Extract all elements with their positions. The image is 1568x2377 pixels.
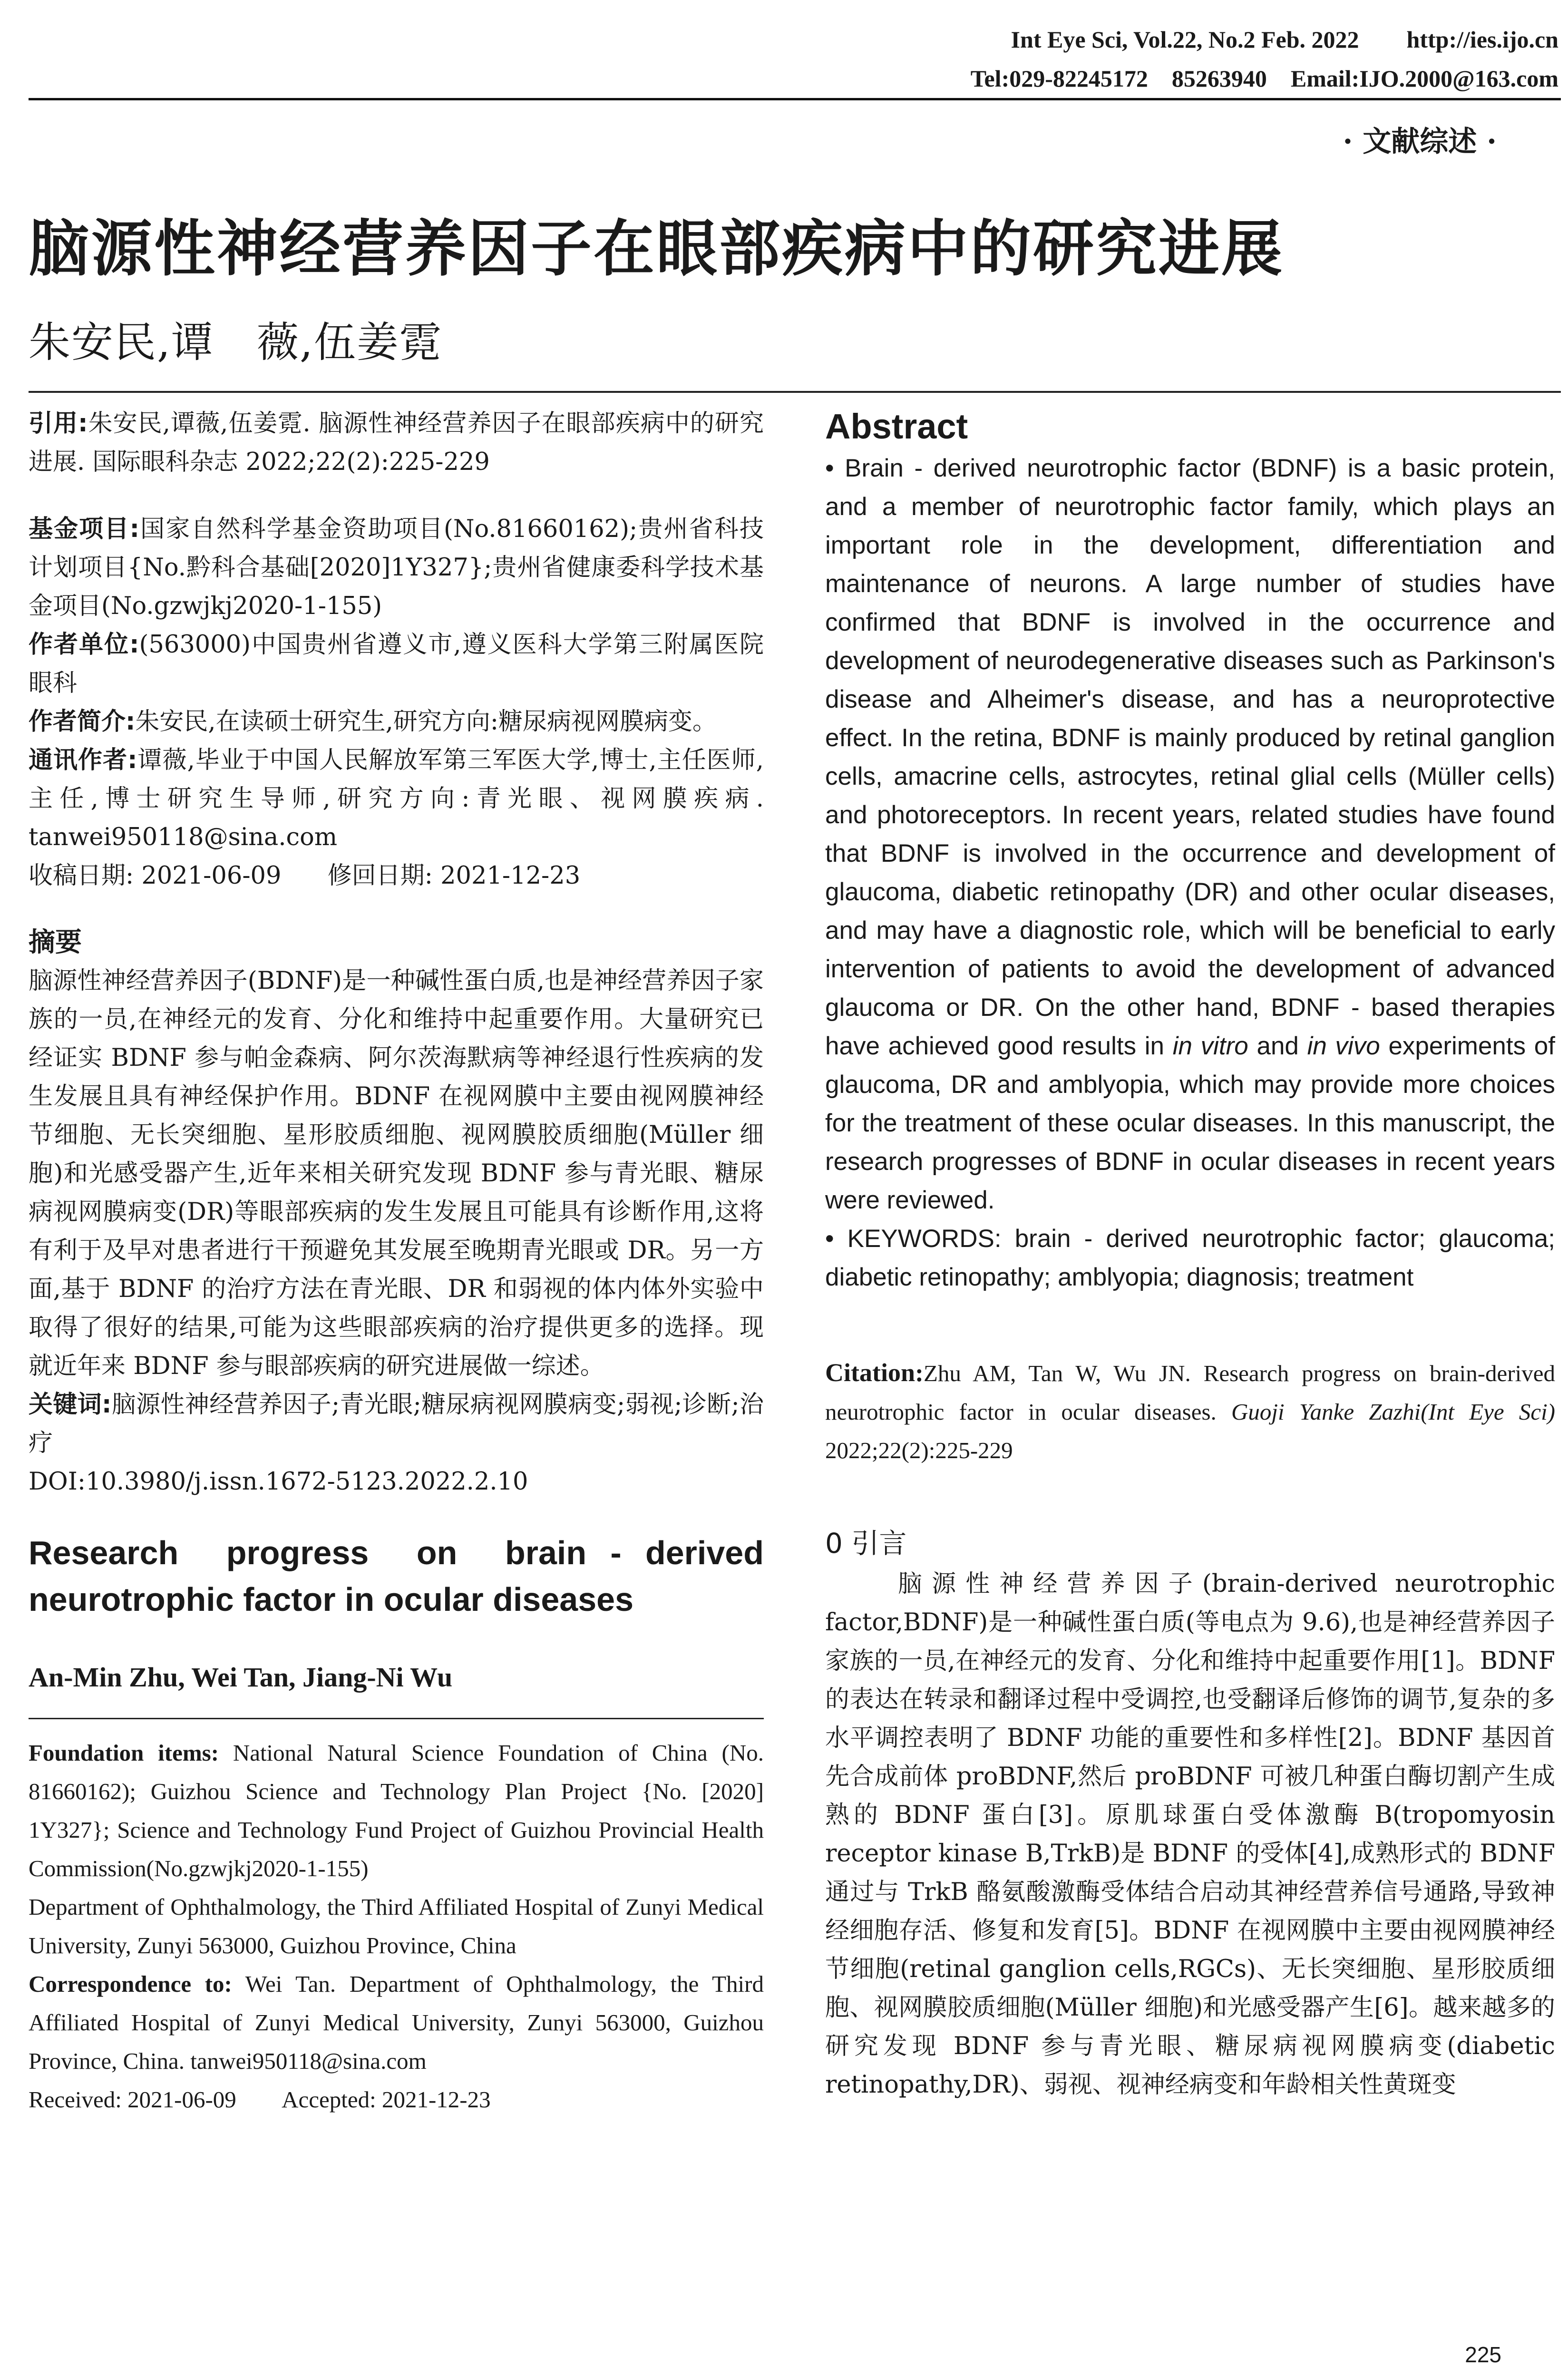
citation-text: 朱安民,谭薇,伍姜霓. 脑源性神经营养因子在眼部疾病中的研究进展. 国际眼科杂志 2022;22(2):225-229 (29, 409, 764, 476)
abstract-in-vivo: in vivo (1307, 1032, 1380, 1060)
english-title-line-1: Research progress on brain - derived (29, 1534, 764, 1571)
header-line-2: Tel:029-82245172 85263940 Email:IJO.2000@163.com (970, 65, 1558, 92)
page-number: 225 (1465, 2342, 1501, 2367)
citation-cn (29, 404, 764, 481)
keywords-text: 脑源性神经营养因子;青光眼;糖尿病视网膜病变;弱视;诊断;治疗 (29, 1391, 764, 1457)
corr-text: 谭薇,毕业于中国人民解放军第三军医大学,博士,主任医师,主任,博士研究生导师,研究方向:青光眼、视网膜疾病. tanwei950118@sina.com (29, 746, 764, 851)
received-dates: Received: 2021-06-09 Accepted: 2021-12-23 (29, 2086, 491, 2113)
dates-cn: 收稿日期: 2021-06-09 修回日期: 2021-12-23 (29, 862, 581, 890)
citation-journal: Guoji Yanke Zazhi(Int Eye Sci) (1231, 1399, 1556, 1425)
intro-text: 脑源性神经营养因子(brain-derived neurotrophic factor,BDNF)是一种碱性蛋白质(等电点为 9.6),也是神经营养因子家族的一员,在神经元的发育、分化和维持中起重要作用[1]。BDNF 的表达在转录和翻译过程中受调控,也受翻译后修饰的调节,复杂的多水平调控表明了 BDNF 功能的重要性和多样性[2]。BDNF 基因首先合成前体 proBDNF,然后 proBDNF 可被几种蛋白酶切割产生成熟的 BDNF 蛋白[3]。原肌球蛋白受体激酶 B(tropomyosin receptor kinase B,TrkB)是 BDNF 的受体[4],成熟形式的 BDNF 通过与 TrkB 酪氨酸激酶受体结合启动其神经营养信号通路,导致神经细胞存活、修复和发育[5]。BDNF 在视网膜中主要由视网膜神经节细胞(retinal ganglion cells,RGCs)、无长突细胞、星形胶质细胞、视网膜胶质细胞(Müller 细胞)和光感受器产生[6]。越来越多的研究发现 BDNF 参与青光眼、糖尿病视网膜病变(diabetic retinopathy,DR)、弱视、视神经病变和年龄相关性黄斑变 (825, 1570, 1555, 2099)
citation-tail: 2022;22(2):225-229 (825, 1437, 1013, 1463)
journal-header (836, 20, 1558, 98)
citation-en (825, 1354, 1555, 1470)
english-title-line-2: neurotrophic factor in ocular diseases (29, 1581, 633, 1618)
abstract-en-rest: experiments of glaucoma, DR and amblyopia, which may provide more choices for the treatment of these ocular diseases. In this manuscript, the research progresses of BDNF in ocular diseases in recent years were reviewed. (825, 1032, 1555, 1214)
english-authors: An-Min Zhu, Wei Tan, Jiang-Ni Wu (29, 1662, 453, 1693)
correspondence-text: Wei Tan. Department of Ophthalmology, the Third Affiliated Hospital of Zunyi Medical University, Zunyi 563000, Guizhou Province, China. tanwei950118@sina.com (29, 1971, 764, 2074)
department: Department of Ophthalmology, the Third Affiliated Hospital of Zunyi Medical University, Zunyi 563000, Guizhou Province, China (29, 1894, 764, 1958)
abstract-heading-cn: 摘要 (29, 927, 82, 958)
doi[interactable]: DOI:10.3980/j.issn.1672-5123.2022.2.10 (29, 1468, 528, 1496)
bio-label: 作者简介: (29, 708, 136, 736)
foundation-items (29, 1734, 764, 1888)
keywords-label: 关键词: (29, 1391, 112, 1419)
citation-label: 引用: (29, 409, 88, 438)
english-title (29, 1529, 764, 1623)
authors-cn: 朱安民,谭 薇,伍姜霓 (29, 318, 442, 367)
title-rule (29, 391, 1561, 393)
foundation-label: Foundation items: (29, 1740, 219, 1766)
author-unit (29, 625, 764, 702)
correspondence-label: Correspondence to: (29, 1971, 232, 1997)
keywords-en: • KEYWORDS: brain - derived neurotrophic factor; glaucoma; diabetic retinopathy; amblyopia; diagnosis; treatment (825, 1225, 1555, 1291)
citation-en-label: Citation: (825, 1358, 924, 1387)
corresponding-author (29, 741, 764, 857)
section-label: · 文献综述 · (1343, 125, 1497, 158)
unit-text: (563000)中国贵州省遵义市,遵义医科大学第三附属医院眼科 (29, 631, 764, 697)
left-column (29, 404, 764, 2119)
corr-label: 通讯作者: (29, 746, 137, 774)
abstract-in-vitro: in vitro (1172, 1032, 1248, 1060)
keywords-cn (29, 1385, 764, 1462)
fund-info (29, 510, 764, 625)
citation-en-text: Zhu AM, Tan W, Wu JN. Research progress on brain-derived neurotrophic factor in ocular diseases. (825, 1360, 1555, 1425)
article-title: 脑源性神经营养因子在眼部疾病中的研究进展 (29, 214, 1285, 284)
correspondence (29, 1965, 764, 2080)
unit-label: 作者单位: (29, 631, 139, 659)
abstract-cn: 脑源性神经营养因子(BDNF)是一种碱性蛋白质,也是神经营养因子家族的一员,在神经元的发育、分化和维持中起重要作用。大量研究已经证实 BDNF 参与帕金森病、阿尔茨海默病等神经退行性疾病的发生发展且具有神经保护作用。BDNF 在视网膜中主要由视网膜神经节细胞、无长突细胞、星形胶质细胞、视网膜胶质细胞(Müller 细胞)和光感受器产生,近年来相关研究发现 BDNF 参与青光眼、糖尿病视网膜病变(DR)等眼部疾病的发生发展且可能具有诊断作用,这将有利于及早对患者进行干预避免其发展至晚期青光眼或 DR。另一方面,基于 BDNF 的治疗方法在青光眼、DR 和弱视的体内体外实验中取得了很好的结果,可能为这些眼部疾病的治疗提供更多的选择。现就近年来 BDNF 参与眼部疾病的研究进展做一综述。 (29, 967, 764, 1380)
bio-text: 朱安民,在读硕士研究生,研究方向:糖尿病视网膜病变。 (135, 708, 717, 736)
header-line-1: Int Eye Sci, Vol.22, No.2 Feb. 2022 http://ies.ijo.cn (1011, 26, 1558, 53)
authors-rule (29, 1718, 764, 1719)
fund-label: 基金项目: (29, 515, 140, 543)
header-rule (29, 98, 1561, 100)
fund-text: 国家自然科学基金资助项目(No.81660162);贵州省科技计划项目{No.黔科合基础[2020]1Y327};贵州省健康委科学技术基金项目(No.gzwjkj2020-1-155) (29, 515, 764, 620)
intro-heading: 0 引言 (825, 1527, 907, 1559)
right-column (825, 404, 1555, 2104)
abstract-en-text: • Brain - derived neurotrophic factor (BDNF) is a basic protein, and a member of neurotrophic factor family, which plays an important role in the development, differentiation and maintenance of neurons. A large number of studies have confirmed that BDNF is involved in the occurrence and development of neurodegenerative diseases such as Parkinson's disease and Alheimer's disease, and has a neuroprotective effect. In the retina, BDNF is mainly produced by retinal ganglion cells, amacrine cells, astrocytes, retinal glial cells (Müller cells) and photoreceptors. In recent years, related studies have found that BDNF is involved in the occurrence and development of glaucoma, diabetic retinopathy (DR) and other ocular diseases, and may have a diagnostic role, which will be beneficial to early intervention of patients to avoid the development of advanced glaucoma or DR. On the other hand, BDNF - based therapies have achieved good results in (825, 454, 1555, 1060)
abstract-en (825, 449, 1555, 1219)
foundation-text: National Natural Science Foundation of China (No. 81660162); Guizhou Science and Technology Plan Project {No. [2020] 1Y327}; Science and Technology Fund Project of Guizhou Provincial Health Commission(No.gzwjkj2020-1-155) (29, 1740, 764, 1881)
author-bio (29, 702, 764, 741)
abstract-and: and (1248, 1032, 1307, 1060)
abstract-title-en: Abstract (825, 407, 968, 446)
